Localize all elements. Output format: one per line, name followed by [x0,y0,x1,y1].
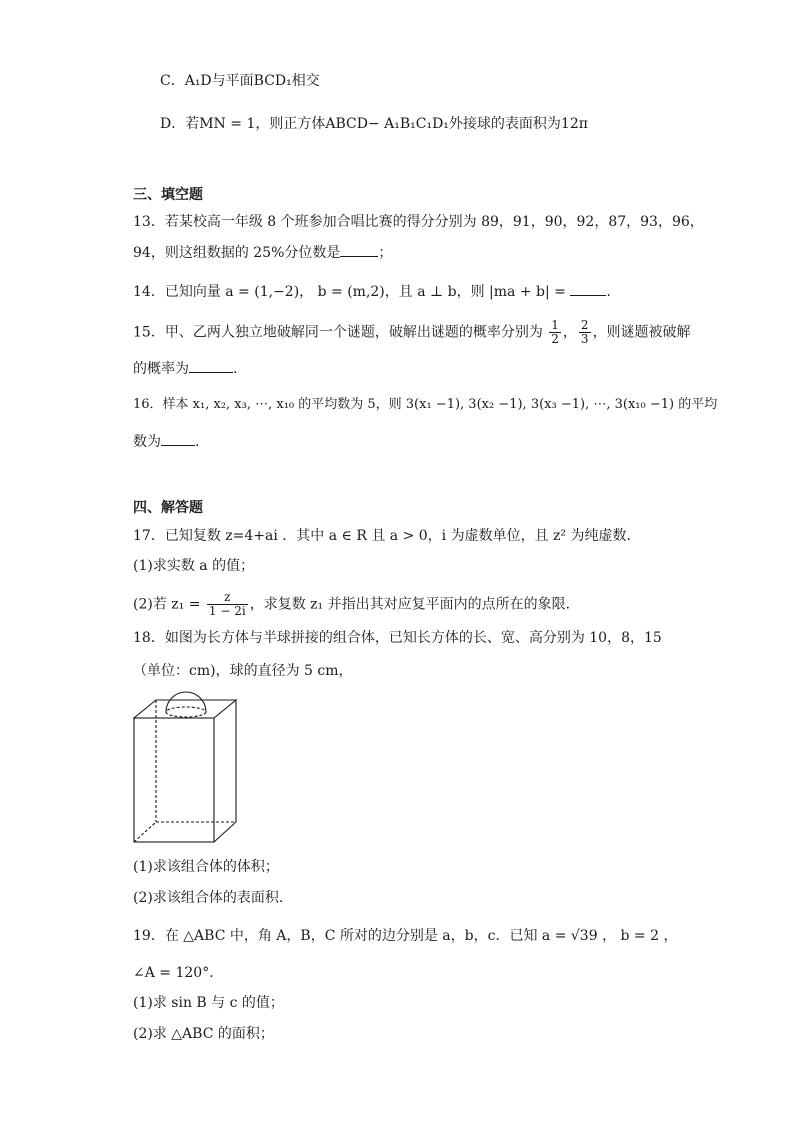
q19-line1: 19．在 △ABC 中，角 A，B，C 所对的边分别是 a，b，c．已知 a = √39 ， b = 2 ， [133,928,678,944]
q16-line2-text: 数为 [133,434,161,450]
q19-line2: ∠A = 120°． [133,965,224,981]
q17-p2-post: ，求复数 z₁ 并指出其对应复平面内的点所在的象限． [249,596,580,613]
q15-line1 [133,319,691,346]
q14-end: . [606,284,611,300]
q14-line [133,281,611,302]
q15-fraction-1 [549,319,561,346]
q17-part1: (1)求实数 a 的值； [133,558,255,574]
q15-f2-den: 3 [580,332,589,346]
option-d: D．若MN = 1，则正方体ABCD− A₁B₁C₁D₁外接球的表面积为12π [160,116,588,132]
q17-part2 [133,591,580,618]
option-c: C．A₁D与平面BCD₁相交 [160,73,320,89]
q15-f1-den: 2 [551,332,559,346]
q13-end: ； [378,245,393,261]
cuboid-front-face [134,718,214,842]
q16-answer-blank[interactable] [161,431,195,446]
q18-line1: 18．如图为长方体与半球拼接的组合体，已知长方体的长、宽、高分别为 10，8，15 [133,630,662,646]
q17-frac-den: 1 − 2i [208,604,246,618]
cuboid-hemisphere-figure [130,688,240,848]
q17-fraction [207,591,248,618]
q19-part2: (2)求 △ABC 的面积； [133,1026,274,1042]
q15-post: ，则谜题被破解 [592,324,691,341]
q16-line1: 16．样本 x₁, x₂, x₃, ⋯, x₁₀ 的平均数为 5，则 3(x₁ −1), 3(x₂ −1), 3(x₃ −1), ⋯, 3(x₁₀ −1) 的平均 [133,397,718,412]
q18-part1: (1)求该组合体的体积； [133,859,279,875]
q15-pre: 15．甲、乙两人独立地破解同一个谜题，破解出谜题的概率分别为 [133,324,543,341]
section-solve-title: 四、解答题 [133,500,203,516]
q18-line2: （单位：cm)，球的直径为 5 cm， [133,663,353,679]
q15-line2 [133,358,237,379]
q16-line2 [133,431,199,452]
q15-line2-text: 的概率为 [133,361,189,377]
q15-end: . [233,361,238,377]
q19-part1: (1)求 sin B 与 c 的值； [133,995,284,1011]
q18-part2: (2)求该组合体的表面积. [133,890,284,906]
q14-text: 14．已知向量 a = (1,−2)， b = (m,2)，且 a ⊥ b，则 |ma + b| = [133,284,566,300]
q15-f2-num: 2 [580,318,589,332]
hemisphere-base-ellipse [166,707,206,717]
q17-stem: 17．已知复数 z=4+ai ．其中 a ∈ R 且 a > 0，i 为虚数单位，且 z² 为纯虚数． [133,528,641,544]
hemisphere-arc [166,692,206,712]
section-fill-title: 三、填空题 [133,187,203,203]
q13-answer-blank[interactable] [340,242,378,257]
q13-line2 [133,242,392,263]
q15-f1-num: 1 [551,318,559,332]
q13-text: 94，则这组数据的 25%分位数是 [133,245,341,261]
q13-line1: 13．若某校高一年级 8 个班参加合唱比赛的得分分别为 89，91，90，92，87，93，96， [133,214,704,230]
q17-p2-pre: (2)若 z₁ = [133,596,201,613]
q16-end: . [195,434,200,450]
q15-answer-blank[interactable] [189,358,233,373]
q15-sep: ， [562,324,577,341]
q17-frac-num: z [207,591,248,605]
q15-fraction-2 [579,319,591,346]
q14-answer-blank[interactable] [570,281,606,296]
cuboid-top-face [134,700,236,718]
